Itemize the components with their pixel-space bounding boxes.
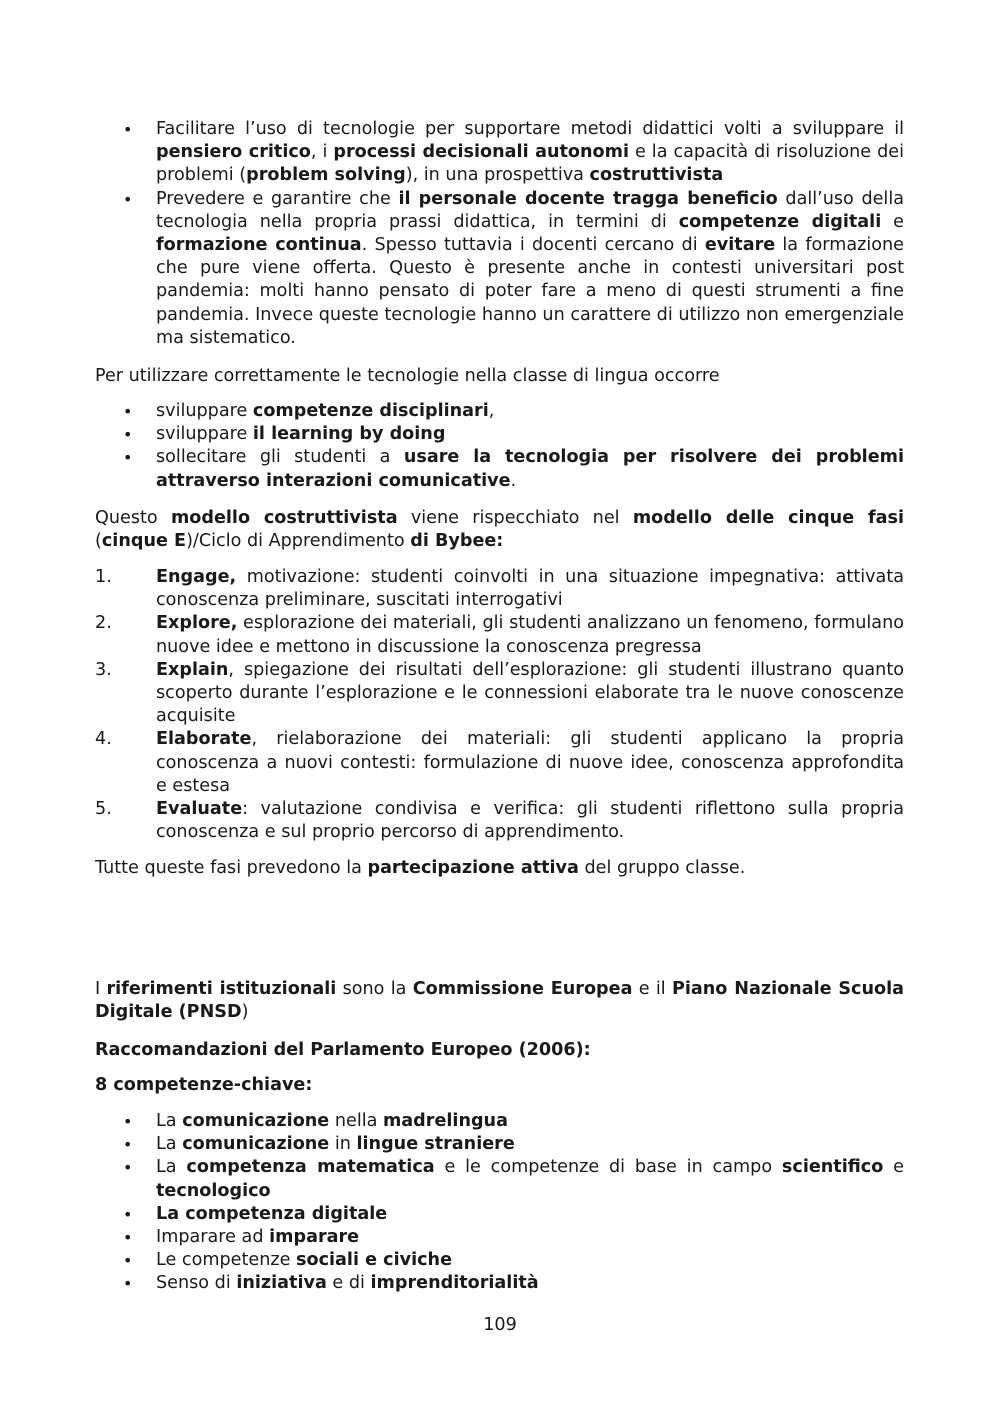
list-item: [95, 423, 904, 446]
text-run: e la capacità di risoluzione dei problemi (: [156, 142, 904, 186]
bullet-marker: •: [123, 189, 133, 209]
five-phases-list: [95, 566, 904, 844]
text-run: sollecitare gli studenti a: [156, 447, 404, 468]
bold-text: lingue straniere: [356, 1134, 515, 1155]
list-item: [95, 118, 904, 188]
text-run: sono la: [336, 979, 413, 999]
bold-text: comunicazione: [182, 1134, 330, 1155]
bold-text: modello costruttivista: [170, 508, 398, 528]
item-text: [156, 1157, 904, 1200]
bold-text: problem solving: [246, 165, 406, 186]
text-run: esplorazione dei materiali, gli studenti analizzano un fenomeno, formulano nuove idee e mettono in discussione la conoscenza pregressa: [156, 613, 904, 657]
bold-text: processi decisionali autonomi: [333, 142, 629, 163]
bullet-marker: •: [123, 402, 133, 421]
bold-text: Engage,: [156, 567, 237, 587]
list-item: [95, 1110, 904, 1133]
list-item: [95, 400, 904, 423]
item-text: [156, 424, 445, 444]
numbered-item: [95, 728, 904, 798]
bold-text: il learning by doing: [252, 424, 446, 445]
text-run: La: [156, 1111, 183, 1131]
heading-key-competences: 8 competenze-chiave:: [95, 1075, 313, 1095]
text-run: , i: [310, 142, 334, 163]
item-number: 2.: [95, 613, 112, 634]
bold-text: modello delle cinque fasi: [632, 508, 904, 528]
list-item: [95, 1156, 904, 1202]
text-run: : valutazione condivisa e verifica: gli studenti riflettono sulla propria conoscenza e sul proprio percorso di apprendimento.: [156, 799, 904, 843]
key-competences-list: [95, 1110, 904, 1296]
bold-text: pensiero critico: [156, 142, 311, 163]
text-run: La: [156, 1134, 183, 1155]
text-run: sviluppare: [156, 424, 253, 445]
item-number: 1.: [95, 567, 112, 587]
text-run: e: [881, 211, 905, 232]
bullet-marker: •: [123, 120, 133, 139]
text-run: sviluppare: [156, 401, 253, 421]
text-run: del gruppo classe.: [578, 858, 746, 878]
bold-text: imparare: [269, 1227, 360, 1248]
numbered-item: [95, 566, 904, 612]
text-run: )/Ciclo di Apprendimento: [186, 531, 411, 552]
bold-text: usare la tecnologia per risolvere dei problemi attraverso interazioni comunicative: [156, 447, 905, 491]
bold-text: competenza matematica: [186, 1157, 435, 1178]
text-run: motivazione: studenti coinvolti in una situazione impegnativa: attivata conoscenza preliminare, suscitati interrogativi: [156, 567, 904, 611]
text-run: Per utilizzare correttamente le tecnologie nella classe di lingua occorre: [95, 366, 720, 386]
text-run: .: [510, 470, 517, 491]
top-bullet-list: [95, 118, 904, 350]
list-item: [95, 446, 904, 492]
text-run: Questo: [95, 508, 171, 528]
bullet-marker: •: [123, 1135, 133, 1155]
bullet-marker: •: [123, 1112, 133, 1131]
bold-text: il personale docente tragga beneficio: [398, 188, 778, 209]
list-item: [95, 1249, 904, 1272]
text-run: (: [95, 531, 102, 552]
text-run: , spiegazione dei risultati dell’esplorazione: gli studenti illustrano quanto scoperto durante l’esplorazione e le connessioni elaborate tra le nuove conoscenze acquisite: [156, 659, 904, 727]
list-item: [95, 1203, 904, 1226]
bold-text: La competenza digitale: [156, 1203, 388, 1224]
item-text: [156, 660, 904, 726]
bold-text: di Bybee:: [410, 531, 504, 552]
bold-text: formazione continua: [156, 235, 362, 256]
bullet-marker: •: [123, 1228, 133, 1248]
paragraph-constructivist-model: [95, 507, 904, 553]
text-run: Prevedere e garantire che: [156, 188, 399, 209]
item-number: 5.: [95, 799, 112, 820]
item-text: [156, 1273, 539, 1293]
item-text: [156, 447, 904, 490]
item-text: [156, 401, 494, 421]
item-text: [156, 799, 904, 842]
text-run: e il: [632, 979, 672, 999]
item-text: [156, 1227, 359, 1247]
bold-text: partecipazione attiva: [367, 858, 579, 878]
text-run: e: [883, 1157, 904, 1178]
text-run: viene rispecchiato nel: [397, 508, 633, 528]
bullet-marker: •: [123, 1251, 133, 1271]
paragraph-tech-requirements: [95, 365, 904, 388]
text-run: Imparare ad: [156, 1227, 270, 1248]
bold-text: competenze digitali: [678, 211, 882, 232]
item-text: [156, 1204, 387, 1224]
text-run: e di: [326, 1273, 371, 1294]
bullet-marker: •: [123, 1274, 133, 1294]
bold-text: tecnologico: [156, 1180, 271, 1201]
item-number: 3.: [95, 659, 112, 680]
list-item: [95, 1133, 904, 1156]
bold-text: madrelingua: [382, 1111, 508, 1131]
text-run: I: [95, 979, 107, 999]
text-run: , rielaborazione dei materiali: gli studenti applicano la propria conoscenza a nuovi contesti: formulazione di nuove idee, conoscenza approfondita e estesa: [156, 729, 904, 796]
item-text: [156, 189, 904, 348]
item-text: [156, 567, 904, 610]
bold-text: evitare: [704, 235, 776, 256]
bold-text: Elaborate: [156, 729, 252, 750]
page-number: 109: [483, 1315, 517, 1335]
bold-text: Explain: [156, 659, 229, 680]
bold-text: costruttivista: [589, 165, 724, 186]
item-text: [156, 119, 904, 185]
text-run: ), in una prospettiva: [405, 165, 590, 186]
bold-text: sociali e civiche: [296, 1250, 452, 1271]
text-run: ): [241, 1002, 249, 1023]
text-run: . Spesso tuttavia i docenti cercano di: [361, 235, 705, 256]
text-run: la formazione che pure viene offerta. Questo è presente anche in contesti universitari post pandemia: molti hanno pensato di poter fare a meno di questi strumenti a fine pandemia. Invece queste tecnologie hanno un carattere di utilizzo non emergenziale ma sistematico.: [156, 235, 904, 348]
text-run: Tutte queste fasi prevedono la: [95, 858, 368, 878]
bold-text: iniziativa: [236, 1273, 327, 1294]
bold-text: Evaluate: [156, 799, 243, 820]
bold-text: scientifico: [781, 1157, 884, 1178]
list-item: [95, 188, 904, 350]
bullet-marker: •: [123, 1158, 133, 1178]
text-run: ,: [488, 401, 495, 421]
item-text: [156, 1111, 508, 1131]
bold-text: imprenditorialità: [370, 1273, 539, 1294]
text-run: Facilitare l’uso di tecnologie per supportare metodi didattici volti a sviluppare il: [156, 119, 904, 139]
bold-text: cinque E: [101, 531, 187, 552]
heading-recommendations: Raccomandazioni del Parlamento Europeo (2006):: [95, 1040, 591, 1060]
item-text: [156, 1250, 452, 1270]
text-run: nella: [329, 1111, 383, 1131]
bold-text: Piano Nazionale Scuola Digitale (PNSD: [95, 979, 904, 1023]
bold-text: Explore,: [156, 613, 238, 634]
tech-bullet-list: [95, 400, 904, 493]
text-run: e le competenze di base in campo: [434, 1157, 782, 1178]
list-item: [95, 1226, 904, 1249]
item-text: [156, 1134, 515, 1154]
text-run: Le competenze: [156, 1250, 297, 1271]
bullet-marker: •: [123, 425, 133, 445]
numbered-item: [95, 659, 904, 729]
bold-text: comunicazione: [182, 1111, 330, 1131]
text-run: La: [156, 1157, 187, 1178]
bold-text: Commissione Europea: [412, 979, 633, 999]
numbered-item: [95, 798, 904, 844]
item-number: 4.: [95, 729, 112, 750]
paragraph-institutional-references: [95, 978, 904, 1024]
bullet-marker: •: [123, 448, 133, 468]
list-item: [95, 1272, 904, 1295]
text-run: dall’uso della tecnologia nella propria prassi didattica, in termini di: [156, 188, 904, 232]
text-run: in: [329, 1134, 357, 1155]
numbered-item: [95, 612, 904, 658]
bold-text: competenze disciplinari: [252, 401, 489, 421]
bullet-marker: •: [123, 1204, 133, 1224]
item-text: [156, 729, 904, 795]
bold-text: riferimenti istituzionali: [106, 979, 337, 999]
item-text: [156, 613, 904, 656]
text-run: Senso di: [156, 1273, 237, 1294]
paragraph-active-participation: [95, 857, 904, 880]
